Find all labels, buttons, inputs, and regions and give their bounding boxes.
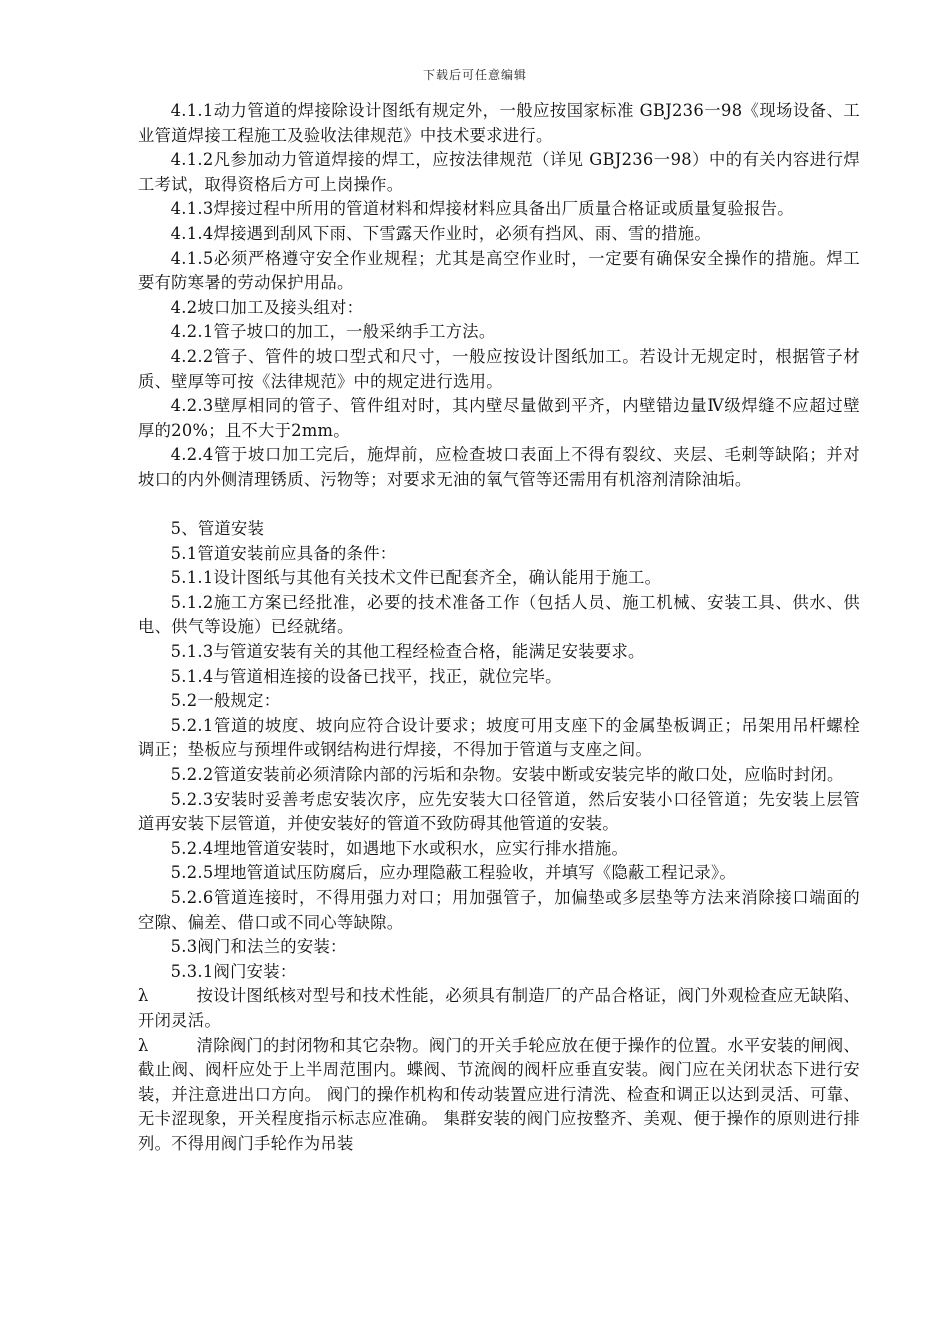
paragraph-5-1-2: 5.1.2施工方案已经批准，必要的技术准备工作（包括人员、施工机械、安装工具、供水、供电、供气等设施）已经就绪。 [138,592,860,637]
document-body [138,99,860,1157]
paragraph-5-1-3: 5.1.3与管道安装有关的其他工程经检查合格，能满足安装要求。 [170,642,645,662]
paragraph-4-1-4: 4.1.4焊接遇到刮风下雨、下雪露天作业时，必须有挡风、雨、雪的措施。 [170,223,711,243]
section-gap [138,493,860,518]
paragraph-4-1-3: 4.1.3焊接过程中所用的管道材料和焊接材料应具备出厂质量合格证或质量复验报告。 [170,199,794,219]
paragraph-5-2-6: 5.2.6管道连接时，不得用强力对口；用加强管子，加偏垫或多层垫等方法来消除接口端面的空隙、偏差、借口或不同心等缺隙。 [138,888,860,932]
paragraph-4-2-1: 4.2.1管子坡口的加工，一般采纳手工方法。 [170,322,496,342]
paragraph-4-2-4: 4.2.4管于坡口加工完后，施焊前，应检查坡口表面上不得有裂纹、夹层、毛刺等缺陷；并对坡口的内外侧清理锈质、污物等；对要求无油的氧气管等还需用有机溶剂清除油垢。 [138,445,860,489]
paragraph-5-2-5: 5.2.5埋地管道试压防腐后，应办理隐蔽工程验收，并填写《隐蔽工程记录》。 [170,863,736,883]
bullet-mark: λ [138,1035,149,1055]
page-header: 下载后可任意编辑 [422,68,527,82]
paragraph-5-2-4: 5.2.4埋地管道安装时，如遇地下水或积水，应实行排水措施。 [170,838,629,858]
paragraph-5-1-1: 5.1.1设计图纸与其他有关技术文件已配套齐全，确认能用于施工。 [170,568,662,588]
paragraph-4-1-2: 4.1.2凡参加动力管道焊接的焊工，应按法律规范（详见 GBJ236一98）中的有关内容进行焊工考试，取得资格后方可上岗操作。 [138,150,860,194]
heading-4-2: 4.2坡口加工及接头组对： [170,297,364,317]
heading-5-2: 5.2一般规定： [170,691,281,711]
heading-5-3-1: 5.3.1阀门安装： [170,961,297,981]
bullet-item-1 [138,984,860,1033]
heading-5-3: 5.3阀门和法兰的安装： [170,937,347,957]
bullet-text: 清除阀门的封闭物和其它杂物。阀门的开关手轮应放在便于操作的位置。水平安装的闸阀、截止阀、阀杆应处于上半周范围内。蝶阀、节流阀的阀杆应垂直安装。阀门应在关闭状态下进行安装，并注意进出口方向。 阀门的操作机构和传动装置应进行清洗、检查和调正以达到灵活、可靠、无卡涩现象，开关程度指示标志应准确。 集群安装的阀门应按整齐、美观、便于操作的原则进行排列。不得用阀门手轮作为吊装 [138,1035,860,1153]
paragraph-4-1-1: 4.1.1动力管道的焊接除设计图纸有规定外，一般应按国家标准 GBJ236一98《现场设备、工业管道焊接工程施工及验收法律规范》中技术要求进行。 [138,101,860,145]
heading-5-1: 5.1管道安装前应具备的条件： [170,543,397,563]
paragraph-4-2-3: 4.2.3壁厚相同的管子、管件组对时，其内壁尽量做到平齐，内壁错边量Ⅳ级焊缝不应超过壁厚的20%；且不大于2mm。 [138,396,860,440]
bullet-mark: λ [138,986,149,1006]
bullet-text: 按设计图纸核对型号和技术性能，必须具有制造厂的产品合格证，阀门外观检查应无缺陷、开闭灵活。 [138,986,860,1030]
paragraph-5-2-2: 5.2.2管道安装前必须清除内部的污垢和杂物。安装中断或安装完毕的敞口处，应临时封闭。 [170,765,844,785]
heading-5: 5、管道安装 [170,519,265,539]
paragraph-5-2-1: 5.2.1管道的坡度、坡向应符合设计要求；坡度可用支座下的金属垫板调正；吊架用吊杆螺栓调正；垫板应与预埋件或钢结构进行焊接，不得加于管道与支座之间。 [138,715,860,760]
paragraph-5-1-4: 5.1.4与管道相连接的设备已找平，找正，就位完毕。 [170,666,562,686]
paragraph-5-2-3: 5.2.3安装时妥善考虑安装次序，应先安装大口径管道，然后安装小口径管道；先安装上层管道再安装下层管道，并使安装好的管道不致防碍其他管道的安装。 [138,789,860,834]
paragraph-4-2-2: 4.2.2管子、管件的坡口型式和尺寸，一般应按设计图纸加工。若设计无规定时，根据管子材质、壁厚等可按《法律规范》中的规定进行选用。 [138,346,860,391]
bullet-item-2 [138,1034,860,1157]
paragraph-4-1-5: 4.1.5必须严格遵守安全作业规程；尤其是高空作业时，一定要有确保安全操作的措施。焊工要有防寒暑的劳动保护用品。 [138,248,860,293]
